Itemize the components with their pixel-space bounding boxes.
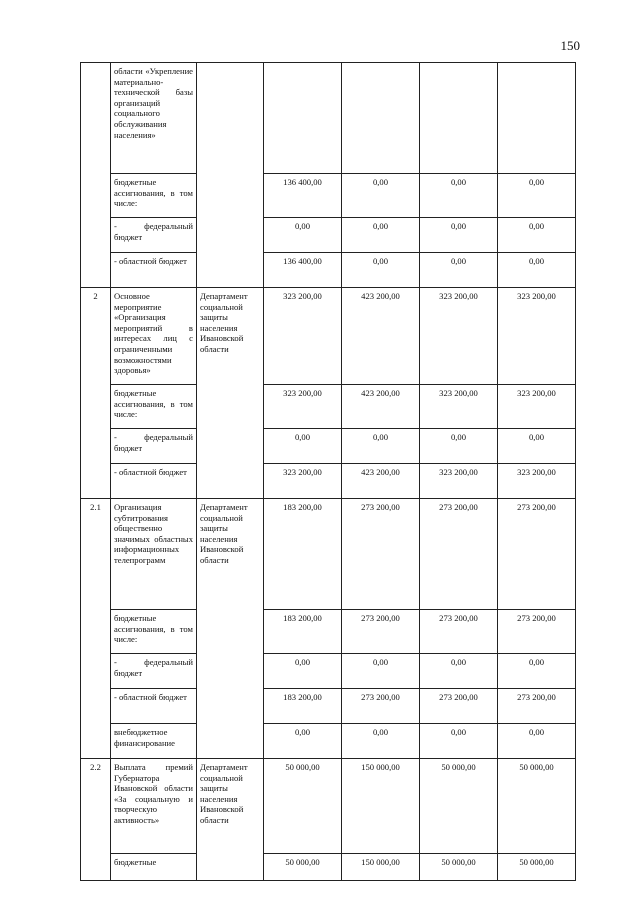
row-value-cell: 183 200,00 [264,610,342,654]
row-value-cell: 0,00 [498,429,576,464]
row-value-cell: 136 400,00 [264,253,342,288]
row-value-cell: 273 200,00 [498,499,576,610]
row-value-cell: 50 000,00 [498,854,576,881]
row-value-cell: 0,00 [420,429,498,464]
table-row [81,429,576,464]
row-value-cell: 0,00 [264,724,342,759]
row-value-cell: 273 200,00 [420,689,498,724]
row-value-cell [420,63,498,174]
row-value-cell: 50 000,00 [420,854,498,881]
row-value-cell: 273 200,00 [420,610,498,654]
table-row [81,174,576,218]
row-value-cell: 0,00 [498,218,576,253]
table-row [81,288,576,385]
row-name-cell: Организация субтитрования общественно значимых областных информационных телепрограмм [111,499,197,610]
row-value-cell: 0,00 [420,654,498,689]
row-value-cell: 323 200,00 [264,385,342,429]
row-value-cell: 0,00 [342,218,420,253]
table-row [81,759,576,854]
row-value-cell: 50 000,00 [420,759,498,854]
row-value-cell: 323 200,00 [498,464,576,499]
row-name-cell: Выплата премий Губернатора Ивановской области «За социальную и творческую активность» [111,759,197,854]
row-value-cell: 50 000,00 [264,759,342,854]
row-value-cell: 273 200,00 [342,689,420,724]
table-row [81,253,576,288]
table-row [81,689,576,724]
row-executor-cell: Департамент социальной защиты населения Ивановской области [197,288,264,499]
row-executor-cell: Департамент социальной защиты населения Ивановской области [197,499,264,759]
row-value-cell: 323 200,00 [498,288,576,385]
row-value-cell: 0,00 [342,429,420,464]
row-executor-cell: Департамент социальной защиты населения Ивановской области [197,759,264,881]
row-value-cell: 0,00 [498,654,576,689]
row-value-cell: 0,00 [342,253,420,288]
table-row [81,854,576,881]
row-number-cell: 2.1 [81,499,111,759]
row-value-cell: 0,00 [420,724,498,759]
table-row [81,385,576,429]
row-name-cell: - федеральный бюджет [111,218,197,253]
row-number-cell: 2 [81,288,111,499]
row-name-cell: - федеральный бюджет [111,429,197,464]
row-value-cell: 183 200,00 [264,689,342,724]
row-value-cell [498,63,576,174]
row-value-cell: 323 200,00 [420,464,498,499]
table-row [81,499,576,610]
budget-table-body [81,63,576,881]
row-name-cell: бюджетные ассигнования, в том числе: [111,610,197,654]
row-value-cell: 423 200,00 [342,385,420,429]
row-name-cell: бюджетные ассигнования, в том числе: [111,174,197,218]
row-value-cell: 273 200,00 [342,610,420,654]
row-name-cell: - областной бюджет [111,253,197,288]
table-row [81,610,576,654]
table-row [81,724,576,759]
row-value-cell: 323 200,00 [264,288,342,385]
row-name-cell: - федеральный бюджет [111,654,197,689]
row-value-cell: 150 000,00 [342,854,420,881]
row-value-cell: 0,00 [342,174,420,218]
budget-table [80,62,576,881]
row-value-cell: 50 000,00 [264,854,342,881]
row-value-cell: 323 200,00 [264,464,342,499]
row-name-cell: области «Укрепление материально-технической базы организаций социального обслуживания населения» [111,63,197,174]
row-value-cell: 423 200,00 [342,464,420,499]
row-value-cell: 273 200,00 [498,689,576,724]
row-value-cell: 323 200,00 [498,385,576,429]
row-value-cell: 136 400,00 [264,174,342,218]
row-name-cell: Основное мероприятие «Организация мероприятий в интересах лиц с ограниченными возможностями здоровья» [111,288,197,385]
row-value-cell: 150 000,00 [342,759,420,854]
row-name-cell: - областной бюджет [111,689,197,724]
table-row [81,654,576,689]
row-value-cell: 273 200,00 [498,610,576,654]
row-value-cell: 0,00 [420,253,498,288]
row-value-cell: 0,00 [264,218,342,253]
row-number-cell [81,63,111,288]
table-row [81,464,576,499]
row-value-cell: 0,00 [498,253,576,288]
row-value-cell: 50 000,00 [498,759,576,854]
row-number-cell: 2.2 [81,759,111,881]
row-value-cell: 423 200,00 [342,288,420,385]
row-value-cell: 183 200,00 [264,499,342,610]
table-row [81,218,576,253]
row-value-cell: 273 200,00 [420,499,498,610]
row-value-cell: 0,00 [498,724,576,759]
page-number: 150 [560,38,580,53]
table-row [81,63,576,174]
row-value-cell: 0,00 [342,654,420,689]
row-name-cell: внебюджетное финансирование [111,724,197,759]
row-name-cell: - областной бюджет [111,464,197,499]
row-name-cell: бюджетные [111,854,197,881]
row-value-cell [342,63,420,174]
row-value-cell: 323 200,00 [420,385,498,429]
row-value-cell: 0,00 [498,174,576,218]
row-value-cell: 0,00 [264,429,342,464]
row-name-cell: бюджетные ассигнования, в том числе: [111,385,197,429]
row-value-cell: 0,00 [342,724,420,759]
row-value-cell: 0,00 [420,218,498,253]
row-value-cell: 273 200,00 [342,499,420,610]
row-executor-cell [197,63,264,288]
row-value-cell: 323 200,00 [420,288,498,385]
row-value-cell: 0,00 [420,174,498,218]
row-value-cell [264,63,342,174]
row-value-cell: 0,00 [264,654,342,689]
